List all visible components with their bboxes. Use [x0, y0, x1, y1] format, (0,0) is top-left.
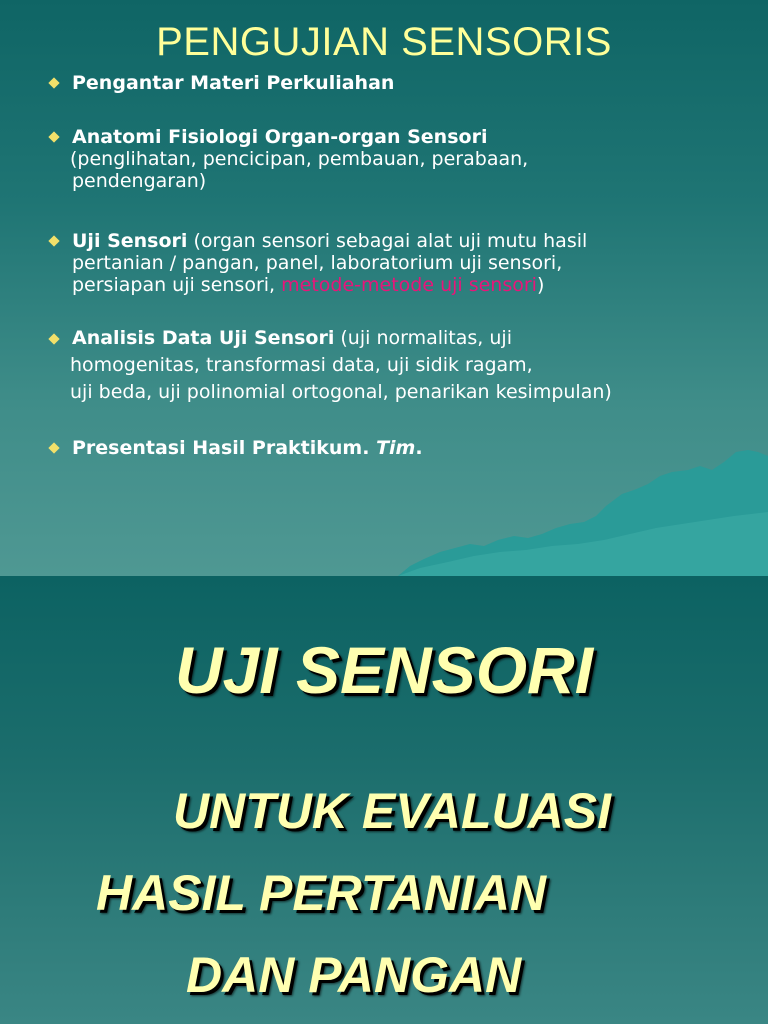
item-text: (uji normalitas, uji [334, 327, 512, 349]
item-heading: Uji Sensori [72, 230, 188, 252]
item-heading: Anatomi Fisiologi Organ-organ Sensori [72, 126, 488, 148]
item-line: persiapan uji sensori, [72, 274, 282, 296]
item-line: pendengaran) [72, 170, 207, 192]
mountain-range-front [398, 512, 768, 576]
item-line: (penglihatan, pencicipan, pembauan, perabaan, [70, 148, 529, 170]
item-line: uji beda, uji polinomial ortogonal, penarikan kesimpulan) [70, 381, 612, 403]
item-heading-italic: Tim [376, 437, 416, 459]
item-heading-end: . [415, 437, 423, 459]
item-line: pertanian / pangan, panel, laboratorium uji sensori, [72, 252, 563, 274]
subtitle-line: HASIL PERTANIAN [96, 865, 547, 921]
subtitle-line: DAN PANGAN [186, 947, 522, 1003]
slide-2-title: UJI SENSORI [174, 633, 594, 707]
item-heading: Analisis Data Uji Sensori [72, 327, 335, 349]
subtitle-line: UNTUK EVALUASI [173, 783, 611, 839]
item-heading: Pengantar Materi Perkuliahan [72, 72, 395, 94]
item-heading: Presentasi Hasil Praktikum. [72, 437, 377, 459]
slide-1-title: PENGUJIAN SENSORIS [156, 20, 612, 64]
item-text: (organ sensori sebagai alat uji mutu hasil [187, 230, 588, 252]
item-line: homogenitas, transformasi data, uji sidik ragam, [70, 354, 533, 376]
highlighted-text: metode-metode uji sensori [281, 274, 537, 296]
item-text: ) [536, 274, 545, 296]
